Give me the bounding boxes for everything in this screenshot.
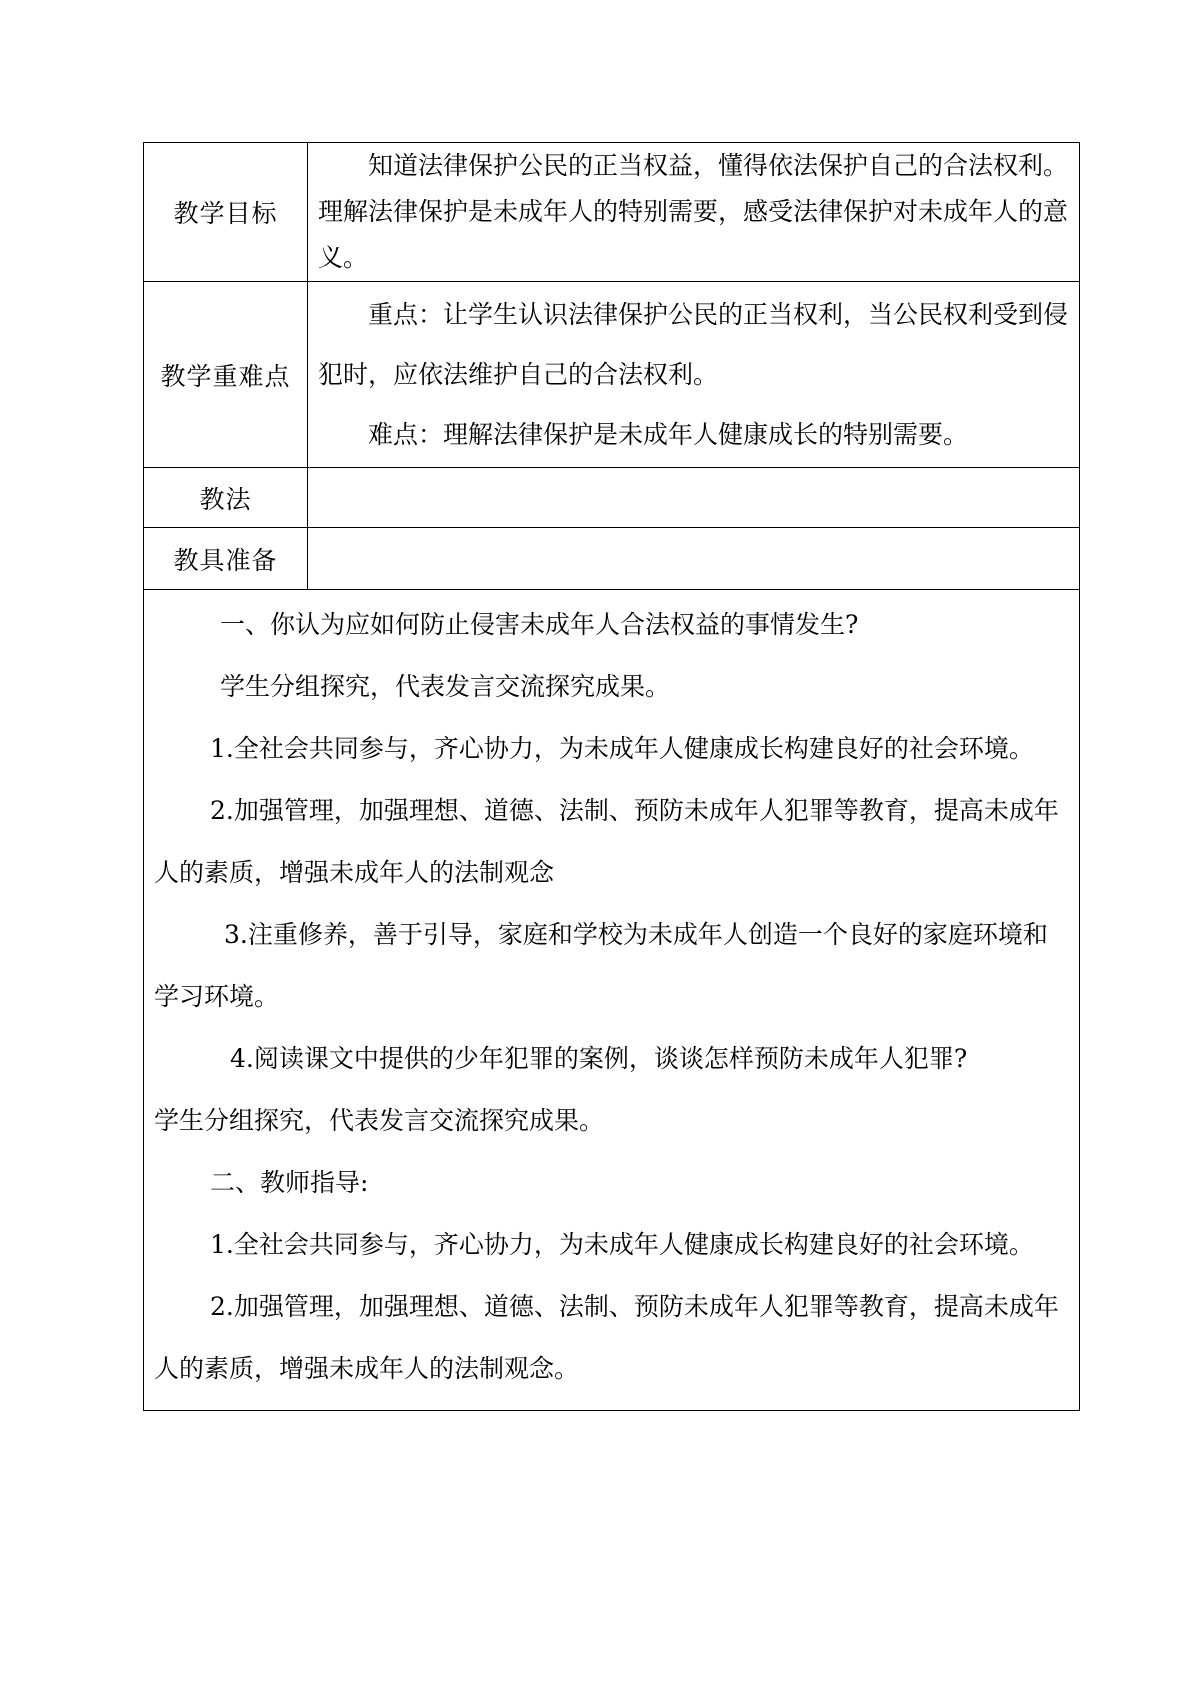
lesson-plan-table xyxy=(143,142,1080,1411)
body-paragraph: 学生分组探究，代表发言交流探究成果。 xyxy=(220,672,671,701)
objectives-text: 知道法律保护公民的正当权益，懂得依法保护自己的合法权利。理解法律保护是未成年人的特别需要，感受法律保护对未成年人的意义。 xyxy=(318,151,1069,272)
body-paragraph: 2.加强管理，加强理想、道德、法制、预防未成年人犯罪等教育，提高未成年人的素质，增强未成年人的法制观念 xyxy=(154,796,1059,887)
body-paragraph: 3.注重修养，善于引导，家庭和学校为未成年人创造一个良好的家庭环境和学习环境。 xyxy=(154,920,1048,1011)
difficulty-text: 难点：理解法律保护是未成年人健康成长的特别需要。 xyxy=(368,419,969,449)
table-row-objectives xyxy=(144,143,1080,282)
table-row-materials xyxy=(144,528,1080,590)
key-points-cell xyxy=(308,282,1080,468)
objectives-label: 教学目标 xyxy=(144,143,308,282)
lesson-body-cell xyxy=(144,590,1080,1411)
key-points-label: 教学重难点 xyxy=(144,282,308,468)
materials-cell xyxy=(308,528,1080,590)
objectives-cell xyxy=(308,143,1080,282)
body-paragraph: 学生分组探究，代表发言交流探究成果。 xyxy=(154,1106,605,1135)
body-paragraph: 1.全社会共同参与，齐心协力，为未成年人健康成长构建良好的社会环境。 xyxy=(210,1230,1034,1259)
method-cell xyxy=(308,468,1080,528)
body-paragraph: 二、教师指导: xyxy=(210,1168,369,1197)
body-paragraph: 4.阅读课文中提供的少年犯罪的案例，谈谈怎样预防未成年人犯罪? xyxy=(230,1044,968,1073)
materials-label: 教具准备 xyxy=(144,528,308,590)
table-row-method xyxy=(144,468,1080,528)
focus-text: 重点：让学生认识法律保护公民的正当权利，当公民权利受到侵犯时，应依法维护自己的合法权利。 xyxy=(318,299,1069,389)
table-row-key-points xyxy=(144,282,1080,468)
body-paragraph: 1.全社会共同参与，齐心协力，为未成年人健康成长构建良好的社会环境。 xyxy=(210,734,1034,763)
method-label: 教法 xyxy=(144,468,308,528)
body-paragraph: 一、你认为应如何防止侵害未成年人合法权益的事情发生? xyxy=(220,610,859,639)
table-row-body xyxy=(144,590,1080,1411)
body-paragraph: 2.加强管理，加强理想、道德、法制、预防未成年人犯罪等教育，提高未成年人的素质，增强未成年人的法制观念。 xyxy=(154,1292,1059,1383)
